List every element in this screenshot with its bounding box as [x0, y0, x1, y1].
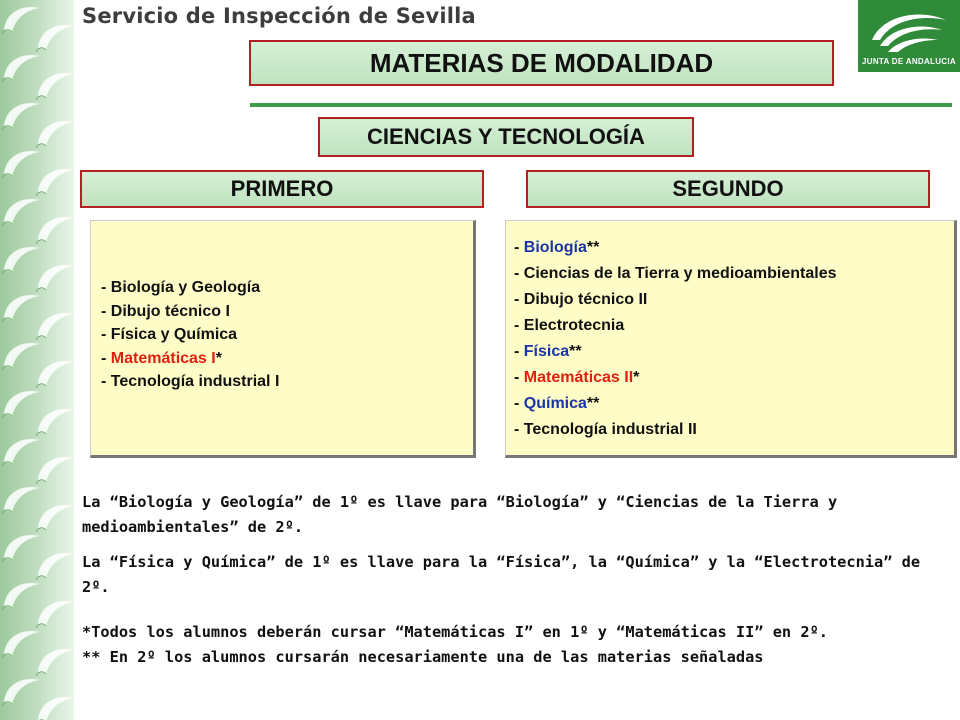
list-item: - Electrotecnia [514, 317, 625, 334]
list-item: - Dibujo técnico II [514, 291, 648, 308]
andalucia-emblem-icon [858, 0, 960, 60]
list-item: - Matemáticas II* [514, 369, 640, 386]
service-header: Servicio de Inspección de Sevilla [82, 4, 476, 28]
junta-logo [858, 0, 960, 72]
page-title: MATERIAS DE MODALIDAD [249, 40, 834, 86]
title-divider [250, 103, 952, 107]
section-title: CIENCIAS Y TECNOLOGÍA [318, 117, 694, 157]
list-item: - Tecnología industrial II [514, 421, 697, 438]
list-item: - Biología y Geología [101, 279, 261, 296]
list-item: - Química** [514, 395, 600, 412]
subjects-second-year [505, 220, 957, 458]
list-item: - Física** [514, 343, 582, 360]
column-heading-first: PRIMERO [80, 170, 484, 208]
decorative-left-band [0, 0, 74, 720]
list-item: - Matemáticas I* [101, 349, 222, 367]
logo-text: JUNTA DE ANDALUCIA [862, 57, 956, 66]
subjects-first-year [90, 220, 476, 458]
note-fisica-key: La “Física y Química” de 1º es llave para la “Física”, la “Química” y la “Electrotecnia” de 2º. [82, 553, 921, 596]
leaf-pattern-icon [0, 0, 74, 720]
note-biologia-key: La “Biología y Geología” de 1º es llave para “Biología” y “Ciencias de la Tierra y medioambientales” de 2º. [82, 493, 838, 536]
footnotes [82, 620, 952, 670]
footnote-required: ** En 2º los alumnos cursarán necesariamente una de las materias señaladas [82, 648, 764, 666]
list-item: - Física y Química [101, 326, 238, 343]
list-item: - Ciencias de la Tierra y medioambientales [514, 265, 837, 282]
column-heading-second: SEGUNDO [526, 170, 930, 208]
list-item: - Tecnología industrial I [101, 373, 280, 390]
list-item: - Dibujo técnico I [101, 302, 230, 320]
footnote-matematicas: *Todos los alumnos deberán cursar “Matemáticas I” en 1º y “Matemáticas II” en 2º. [82, 623, 828, 641]
list-item: - Biología** [514, 239, 600, 256]
